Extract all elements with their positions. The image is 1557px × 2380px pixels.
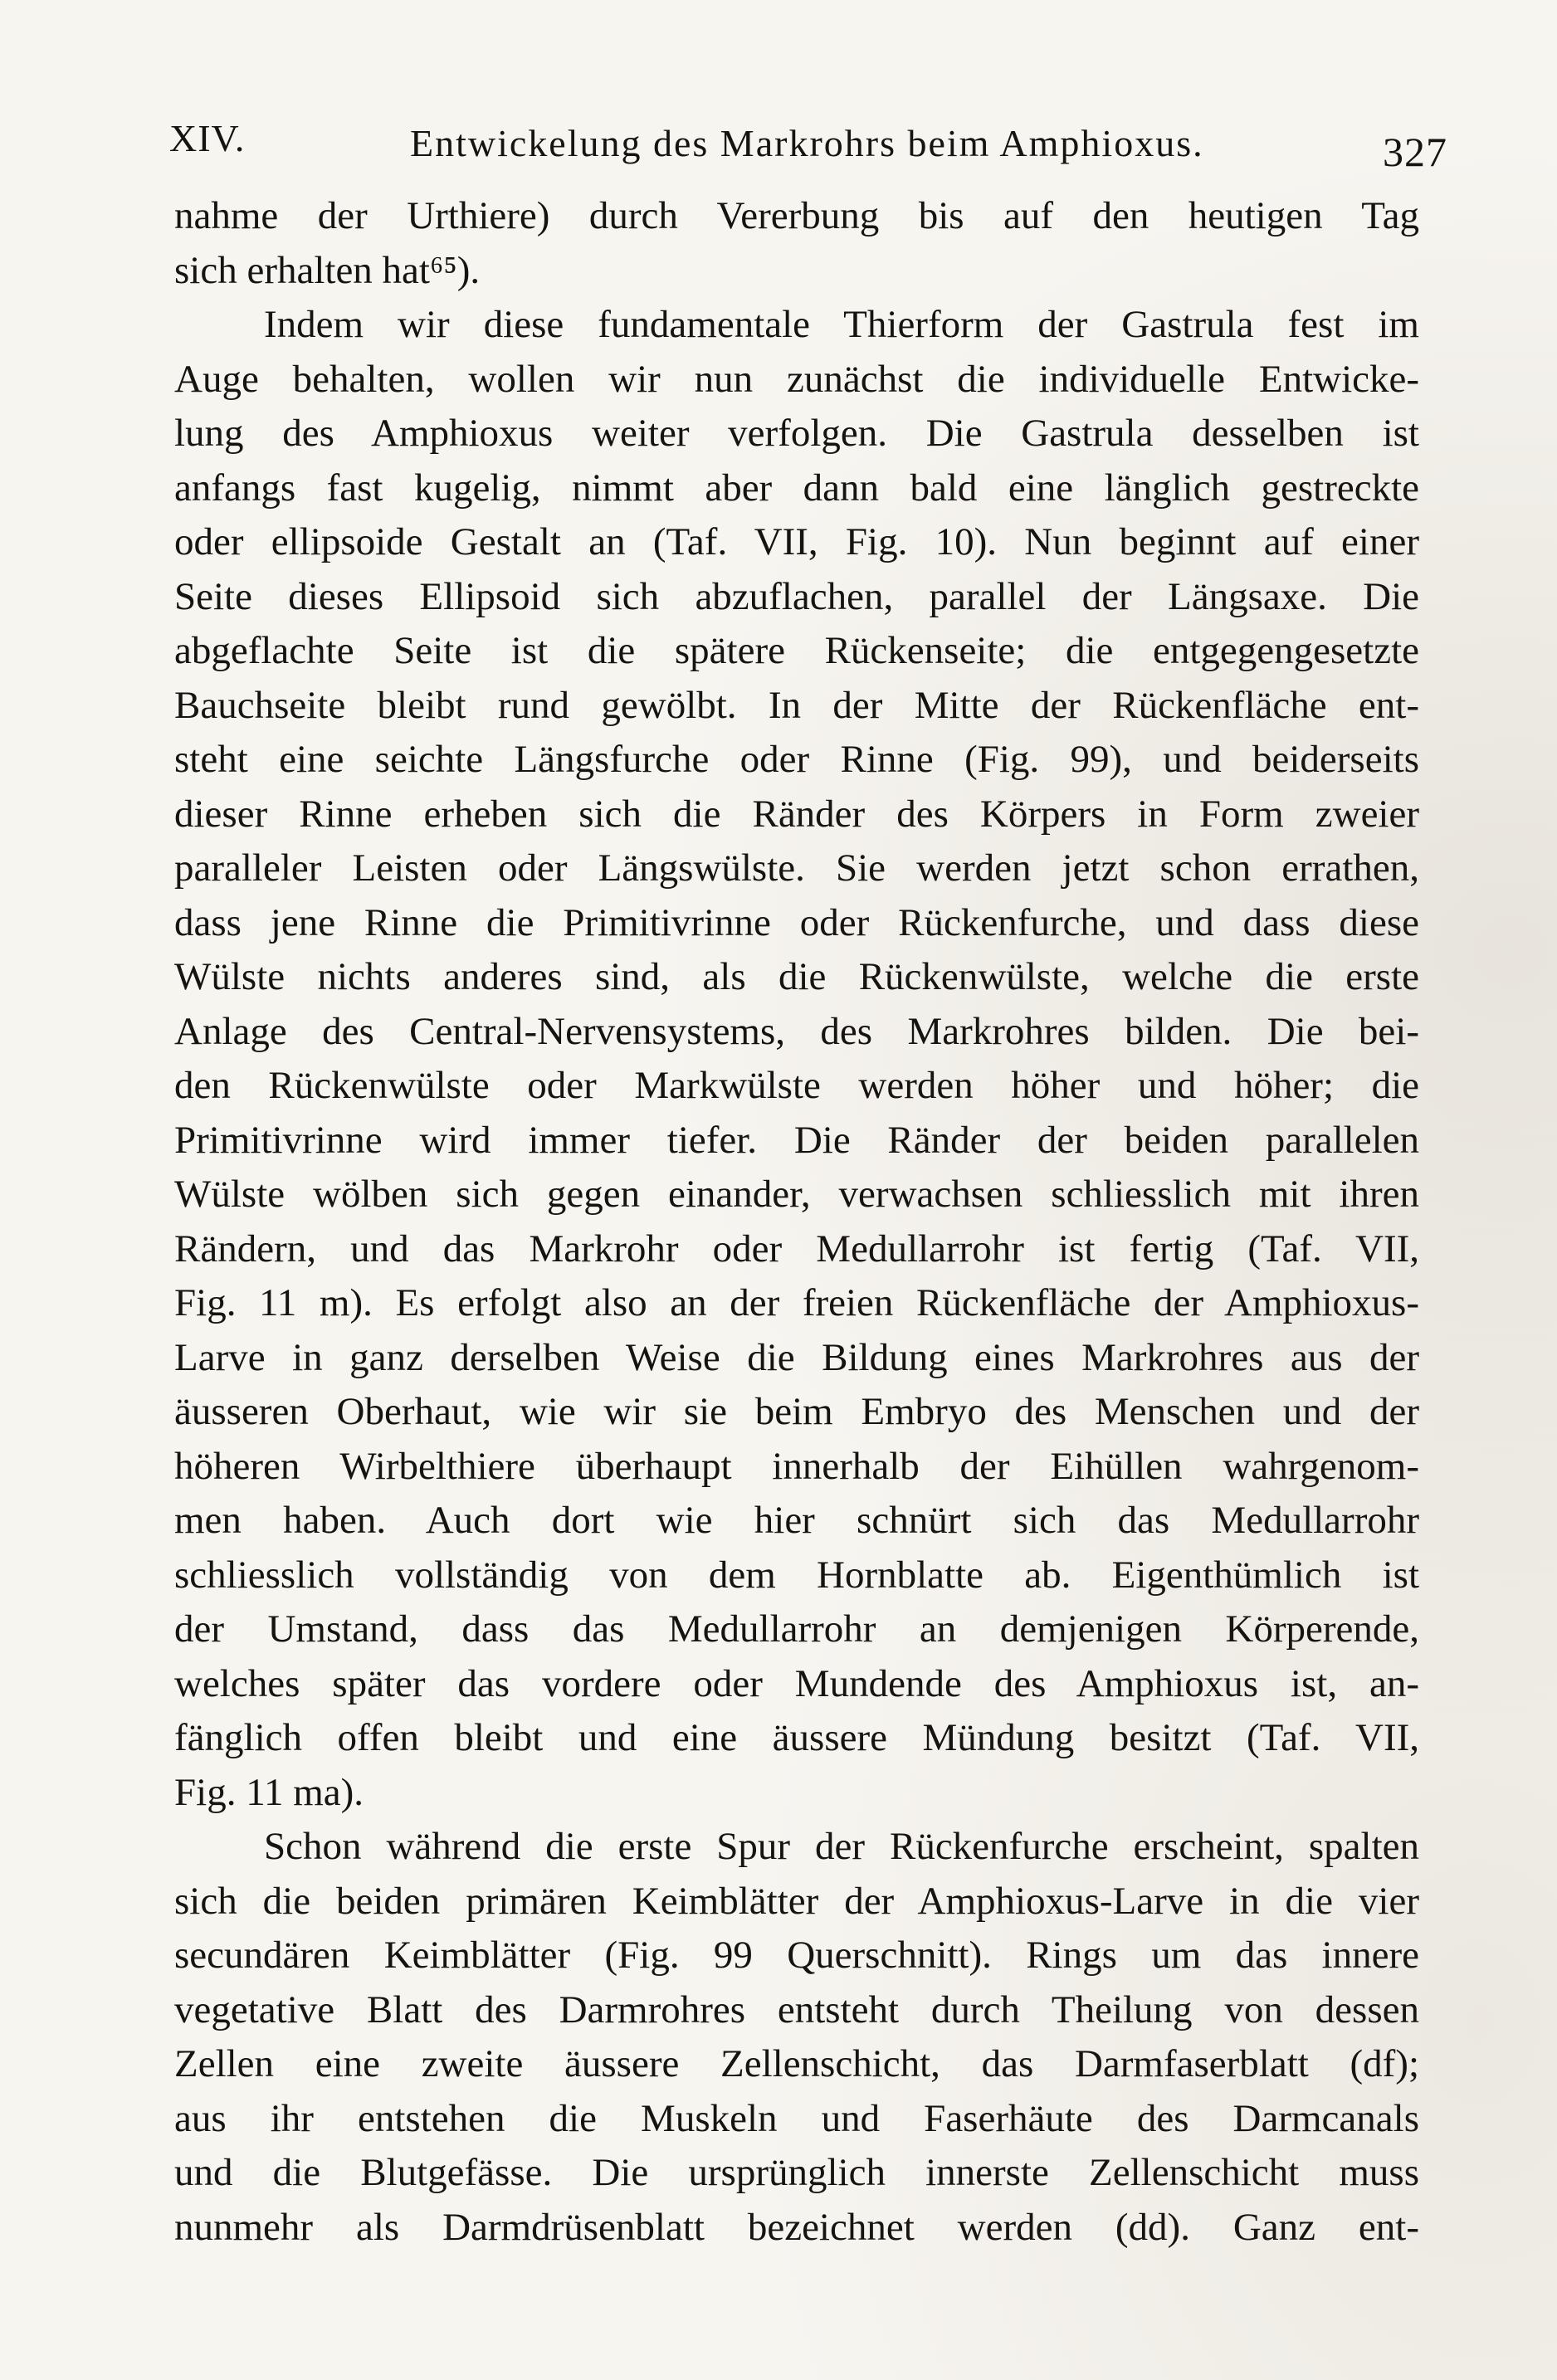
text-line: paralleler Leisten oder Längswülste. Sie werden jetzt schon errathen,	[174, 846, 1419, 890]
text-line: Larve in ganz derselben Weise die Bildung eines Markrohres aus der	[174, 1335, 1419, 1379]
text-line: äusseren Oberhaut, wie wir sie beim Embryo des Menschen und der	[174, 1390, 1419, 1433]
text-line: schliesslich vollständig von dem Hornblatte ab. Eigenthümlich ist	[174, 1553, 1419, 1597]
running-header	[169, 116, 1447, 176]
text-line: vegetative Blatt des Darmrohres entsteht durch Theilung von dessen	[174, 1987, 1419, 2031]
running-title: Entwickelung des Markrohrs beim Amphioxus.	[410, 122, 1204, 164]
text-line: dieser Rinne erheben sich die Ränder des Körpers in Form zweier	[174, 792, 1419, 836]
text-line: Fig. 11 m). Es erfolgt also an der freien Rückenfläche der Amphioxus-	[174, 1281, 1419, 1324]
text-line: steht eine seichte Längsfurche oder Rinne (Fig. 99), und beiderseits	[174, 738, 1419, 781]
text-line: Auge behalten, wollen wir nun zunächst die individuelle Entwicke-	[174, 357, 1419, 401]
text-line: der Umstand, dass das Medullarrohr an demjenigen Körperende,	[174, 1607, 1419, 1651]
text-line: und die Blutgefässe. Die ursprünglich innerste Zellenschicht muss	[174, 2151, 1419, 2194]
text-line: welches später das vordere oder Mundende des Amphioxus ist, an-	[174, 1661, 1419, 1705]
text-line: abgeflachte Seite ist die spätere Rückenseite; die entgegengesetzte	[174, 629, 1419, 672]
text-line: Schon während die erste Spur der Rückenfurche erscheint, spalten	[264, 1825, 1419, 1868]
text-line: oder ellipsoide Gestalt an (Taf. VII, Fig. 10). Nun beginnt auf einer	[174, 520, 1419, 563]
text-line: aus ihr entstehen die Muskeln und Faserhäute des Darmcanals	[174, 2096, 1419, 2140]
page-number: 327	[1383, 129, 1447, 175]
text-line: Zellen eine zweite äussere Zellenschicht, das Darmfaserblatt (df);	[174, 2042, 1419, 2085]
text-line: Indem wir diese fundamentale Thierform der Gastrula fest im	[264, 303, 1419, 346]
text-line: men haben. Auch dort wie hier schnürt sich das Medullarrohr	[174, 1499, 1419, 1542]
text-line: fänglich offen bleibt und eine äussere Mündung besitzt (Taf. VII,	[174, 1716, 1419, 1759]
text-line: höheren Wirbelthiere überhaupt innerhalb der Eihüllen wahrgenom-	[174, 1444, 1419, 1488]
text-line: den Rückenwülste oder Markwülste werden höher und höher; die	[174, 1064, 1419, 1107]
text-line: lung des Amphioxus weiter verfolgen. Die Gastrula desselben ist	[174, 412, 1419, 455]
text-line: nahme der Urthiere) durch Vererbung bis auf den heutigen Tag	[174, 194, 1419, 237]
text-line: Wülste nichts anderes sind, als die Rückenwülste, welche die erste	[174, 955, 1419, 998]
text-line: Anlage des Central-Nervensystems, des Markrohres bilden. Die bei-	[174, 1009, 1419, 1053]
text-line: Fig. 11 ma).	[174, 1770, 364, 1814]
text-line: secundären Keimblätter (Fig. 99 Querschnitt). Rings um das innere	[174, 1934, 1419, 1977]
body-text	[174, 189, 1419, 2255]
text-line: Wülste wölben sich gegen einander, verwachsen schliesslich mit ihren	[174, 1173, 1419, 1216]
text-line: Primitivrinne wird immer tiefer. Die Ränder der beiden parallelen	[174, 1118, 1419, 1162]
text-line: Bauchseite bleibt rund gewölbt. In der Mitte der Rückenfläche ent-	[174, 683, 1419, 727]
text-line: Seite dieses Ellipsoid sich abzuflachen, parallel der Längsaxe. Die	[174, 574, 1419, 618]
text-line: anfangs fast kugelig, nimmt aber dann bald eine länglich gestreckte	[174, 466, 1419, 510]
text-line: sich erhalten hat⁶⁵).	[174, 248, 481, 292]
text-line: dass jene Rinne die Primitivrinne oder Rückenfurche, und dass diese	[174, 900, 1419, 944]
section-number: XIV.	[169, 117, 246, 159]
text-line: sich die beiden primären Keimblätter der Amphioxus-Larve in die vier	[174, 1879, 1419, 1923]
text-line: nunmehr als Darmdrüsenblatt bezeichnet werden (dd). Ganz ent-	[174, 2205, 1419, 2249]
text-line: Rändern, und das Markrohr oder Medullarrohr ist fertig (Taf. VII,	[174, 1227, 1419, 1270]
